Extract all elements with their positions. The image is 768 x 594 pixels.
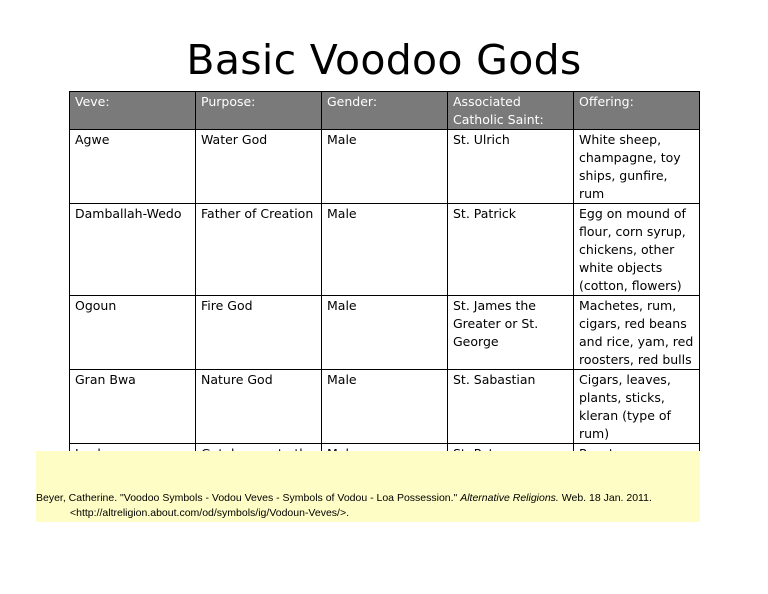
table-row [70,130,700,204]
citation-source: Alternative Religions. [460,492,559,504]
cell-offering: Egg on mound of flour, corn syrup, chickens, other white objects (cotton, flowers) [574,204,700,296]
cell-saint: St. Ulrich [448,130,574,204]
cell-veve: Gran Bwa [70,370,196,444]
cell-gender: Male [322,130,448,204]
cell-veve: Damballah-Wedo [70,204,196,296]
cell-gender: Male [322,296,448,370]
citation-url: <http://altreligion.about.com/od/symbols/ig/Vodoun-Veves/>. [70,507,350,519]
citation-author-title: Beyer, Catherine. "Voodoo Symbols - Vodou Veves - Symbols of Vodou - Loa Possession." [36,492,458,504]
slide-title: Basic Voodoo Gods [186,36,582,84]
cell-saint: St. Sabastian [448,370,574,444]
cell-purpose: Nature God [196,370,322,444]
header-saint: Associated Catholic Saint: [448,92,574,130]
table-row [70,296,700,370]
cell-gender: Male [322,204,448,296]
cell-saint: St. Patrick [448,204,574,296]
gods-table [69,91,700,482]
cell-purpose: Fire God [196,296,322,370]
header-veve: Veve: [70,92,196,130]
cell-offering: White sheep, champagne, toy ships, gunfire, rum [574,130,700,204]
table-row [70,370,700,444]
citation [36,491,652,521]
table-row [70,204,700,296]
header-purpose: Purpose: [196,92,322,130]
cell-veve: Agwe [70,130,196,204]
cell-offering: Machetes, rum, cigars, red beans and rice, yam, red roosters, red bulls [574,296,700,370]
cell-purpose: Water God [196,130,322,204]
cell-gender: Male [322,370,448,444]
cell-saint: St. James the Greater or St. George [448,296,574,370]
cell-purpose: Father of Creation [196,204,322,296]
citation-date: Web. 18 Jan. 2011. [561,492,652,504]
header-gender: Gender: [322,92,448,130]
table-header-row [70,92,700,130]
header-offering: Offering: [574,92,700,130]
cell-offering: Cigars, leaves, plants, sticks, kleran (type of rum) [574,370,700,444]
citation-box [36,451,700,522]
cell-veve: Ogoun [70,296,196,370]
